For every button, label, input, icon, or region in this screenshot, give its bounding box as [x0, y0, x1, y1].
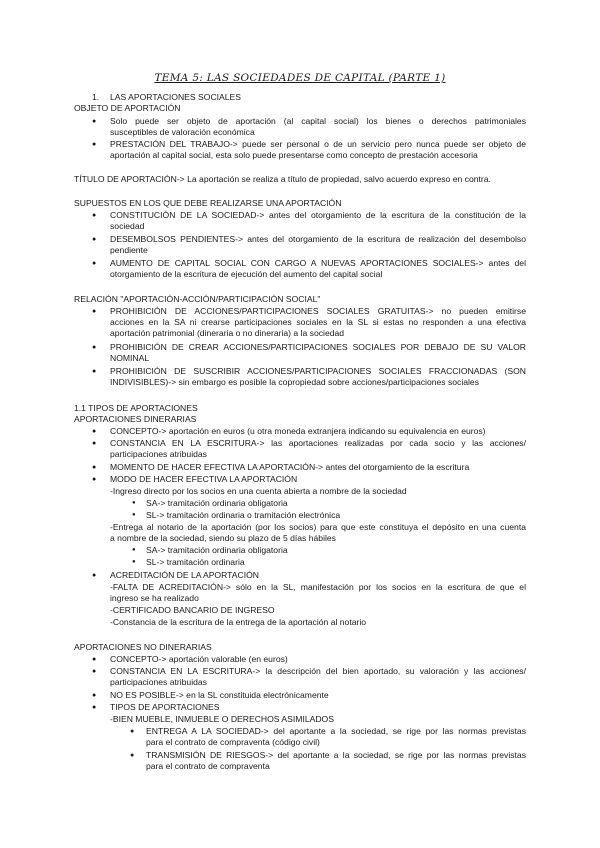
bullet-icon: ●	[92, 464, 97, 471]
dinerarias-constancia-line-1: CONSTANCIA EN LA ESCRITURA-> las aportaciones realizadas por cada socio y las acciones/	[110, 438, 526, 448]
no-dinerarias-tipos: TIPOS DE APORTACIONES	[110, 702, 220, 712]
dinerarias-modo: MODO DE HACER EFECTIVA LA APORTACIÓN	[110, 474, 298, 484]
bullet-icon: ●	[92, 236, 97, 243]
bullet-icon: ●	[92, 344, 97, 351]
no-dinerarias-riesgos-line-1: TRANSMISIÓN DE RIESGOS-> del aportante a la sociedad, se rige por las normas previstas	[146, 750, 526, 760]
supuestos-item-1-line-2: sociedad	[110, 221, 145, 231]
objeto-item-2-line-2: aportación al capital social, esta solo puede presentarse como concepto de prestación accesoria	[110, 150, 478, 160]
relacion-item-2-line-2: NOMINAL	[110, 353, 150, 363]
bullet-icon: ●	[92, 656, 97, 663]
tipos-heading: 1.1 TIPOS DE APORTACIONES	[74, 403, 198, 413]
modo-ingreso-sl: SL-> tramitación ordinaria o tramitación electrónica	[146, 510, 341, 520]
bullet-icon: ●	[132, 559, 136, 565]
supuestos-item-3-line-1: AUMENTO DE CAPITAL SOCIAL CON CARGO A NUEVAS APORTACIONES SOCIALES-> antes del	[110, 258, 526, 268]
dinerarias-concepto: CONCEPTO-> aportación en euros (u otra moneda extranjera indicando su equivalencia en euros)	[110, 426, 486, 436]
bullet-icon: ●	[92, 260, 97, 267]
objeto-item-1-line-2: susceptibles de valoración económica	[110, 127, 255, 137]
dinerarias-acreditacion: ACREDITACIÓN DE LA APORTACIÓN	[110, 570, 259, 580]
bullet-icon: ●	[130, 752, 135, 759]
bullet-icon: ●	[130, 728, 135, 735]
bullet-icon: ●	[92, 704, 97, 711]
bullet-icon: ●	[92, 476, 97, 483]
objeto-heading: OBJETO DE APORTACIÓN	[74, 103, 181, 113]
objeto-item-1-line-1: Solo puede ser objeto de aportación (al capital social) los bienes o derechos patrimoniales	[110, 116, 526, 126]
modo-ingreso-sa: SA-> tramitación ordinaria obligatoria	[146, 498, 288, 508]
no-dinerarias-constancia-line-2: participaciones atribuidas	[110, 677, 207, 687]
no-dinerarias-no-posible: NO ES POSIBLE-> en la SL constituida electrónicamente	[110, 690, 329, 700]
acreditacion-falta-line-2: ingreso se ha realizado	[110, 593, 199, 603]
section-number: 1.	[92, 92, 100, 102]
relacion-item-1-line-2: acciones en la SA ni crearse participaciones sociales en la SL si estas no responden a una efectiva	[110, 317, 526, 327]
acreditacion-falta-line-1: -FALTA DE ACREDITACIÓN-> sólo en la SL, manifestación por los socios en la escritura de que el	[110, 582, 526, 592]
bullet-icon: ●	[132, 500, 136, 506]
section-heading: LAS APORTACIONES SOCIALES	[110, 92, 242, 102]
bullet-icon: ●	[92, 668, 97, 675]
bullet-icon: ●	[92, 308, 97, 315]
relacion-item-2-line-1: PROHIBICIÓN DE CREAR ACCIONES/PARTICIPACIONES SOCIALES POR DEBAJO DE SU VALOR	[110, 342, 526, 352]
relacion-item-1-line-3: aportación patrimonial (dineraria o no dineraria) a la sociedad	[110, 328, 345, 338]
supuestos-heading: SUPUESTOS EN LOS QUE DEBE REALIZARSE UNA APORTACIÓN	[74, 198, 342, 208]
relacion-heading: RELACIÓN "APORTACIÓN-ACCIÓN/PARTICIPACIÓN SOCIAL"	[74, 294, 321, 304]
supuestos-item-2-line-2: pendiente	[110, 245, 148, 255]
acreditacion-certificado: -CERTIFICADO BANCARIO DE INGRESO	[110, 605, 275, 615]
supuestos-item-2-line-1: DESEMBOLSOS PENDIENTES-> antes del otorgamiento de la escritura de realización del desembolso	[110, 234, 526, 244]
bullet-icon: ●	[92, 368, 97, 375]
bullet-icon: ●	[92, 440, 97, 447]
no-dinerarias-bien: -BIEN MUEBLE, INMUEBLE O DERECHOS ASIMILADOS	[110, 714, 334, 724]
acreditacion-constancia: -Constancia de la escritura de la entrega de la aportación al notario	[110, 617, 367, 627]
dinerarias-constancia-line-2: participaciones atribuidas	[110, 449, 207, 459]
bullet-icon: ●	[132, 547, 136, 553]
relacion-item-3-line-2: INDIVISIBLES)-> sin embargo es posible la copropiedad sobre acciones/participaciones sociales	[110, 377, 480, 387]
document-title: TEMA 5: LAS SOCIEDADES DE CAPITAL (PARTE 1)	[154, 72, 446, 84]
no-dinerarias-entrega-line-2: para el contrato de compraventa (código civil)	[146, 737, 320, 747]
supuestos-item-3-line-2: otorgamiento de la escritura de ejecución del aumento del capital social	[110, 269, 383, 279]
no-dinerarias-constancia-line-1: CONSTANCIA EN LA ESCRITURA-> la descripción del bien aportado, su valoración y las acciones/	[110, 666, 526, 676]
modo-entrega-sl: SL-> tramitación ordinaria	[146, 557, 245, 567]
relacion-item-1-line-1: PROHIBICIÓN DE ACCIONES/PARTICIPACIONES SOCIALES GRATUITAS-> no pueden emitirse	[110, 306, 526, 316]
dinerarias-heading: APORTACIONES DINERARIAS	[74, 414, 197, 424]
bullet-icon: ●	[132, 512, 136, 518]
bullet-icon: ●	[92, 118, 97, 125]
dinerarias-momento: MOMENTO DE HACER EFECTIVA LA APORTACIÓN-> antes del otorgamiento de la escritura	[110, 462, 470, 472]
bullet-icon: ●	[92, 428, 97, 435]
relacion-item-3-line-1: PROHIBICIÓN DE SUSCRIBIR ACCIONES/PARTICIPACIONES SOCIALES FRACCIONADAS (SON	[110, 366, 526, 376]
objeto-item-2-line-1: PRESTACIÓN DEL TRABAJO-> puede ser personal o de un servicio pero nunca puede ser objeto de	[110, 139, 526, 149]
titulo-aportacion: TÍTULO DE APORTACIÓN-> La aportación se realiza a título de propiedad, salvo acuerdo expreso en contra.	[74, 174, 491, 184]
bullet-icon: ●	[92, 212, 97, 219]
no-dinerarias-entrega-line-1: ENTREGA A LA SOCIEDAD-> del aportante a la sociedad, se rige por las normas previstas	[146, 726, 526, 736]
modo-ingreso: -Ingreso directo por los socios en una cuenta abierta a nombre de la sociedad	[110, 486, 407, 496]
no-dinerarias-concepto: CONCEPTO-> aportación valorable (en euros)	[110, 654, 288, 664]
bullet-icon: ●	[92, 572, 97, 579]
modo-entrega-line-1: -Entrega al notario de la aportación (por los socios) para que este constituya el depósito en una cuenta	[110, 522, 526, 532]
bullet-icon: ●	[92, 141, 97, 148]
no-dinerarias-riesgos-line-2: para el contrato de compraventa	[146, 761, 270, 771]
supuestos-item-1-line-1: CONSTITUCIÓN DE LA SOCIEDAD-> antes del otorgamiento de la escritura de la constitución de la	[110, 210, 526, 220]
modo-entrega-line-2: a nombre de la sociedad, siendo su plazo de 5 días hábiles	[110, 533, 336, 543]
modo-entrega-sa: SA-> tramitación ordinaria obligatoria	[146, 545, 288, 555]
bullet-icon: ●	[92, 692, 97, 699]
no-dinerarias-heading: APORTACIONES NO DINERARIAS	[74, 642, 212, 652]
